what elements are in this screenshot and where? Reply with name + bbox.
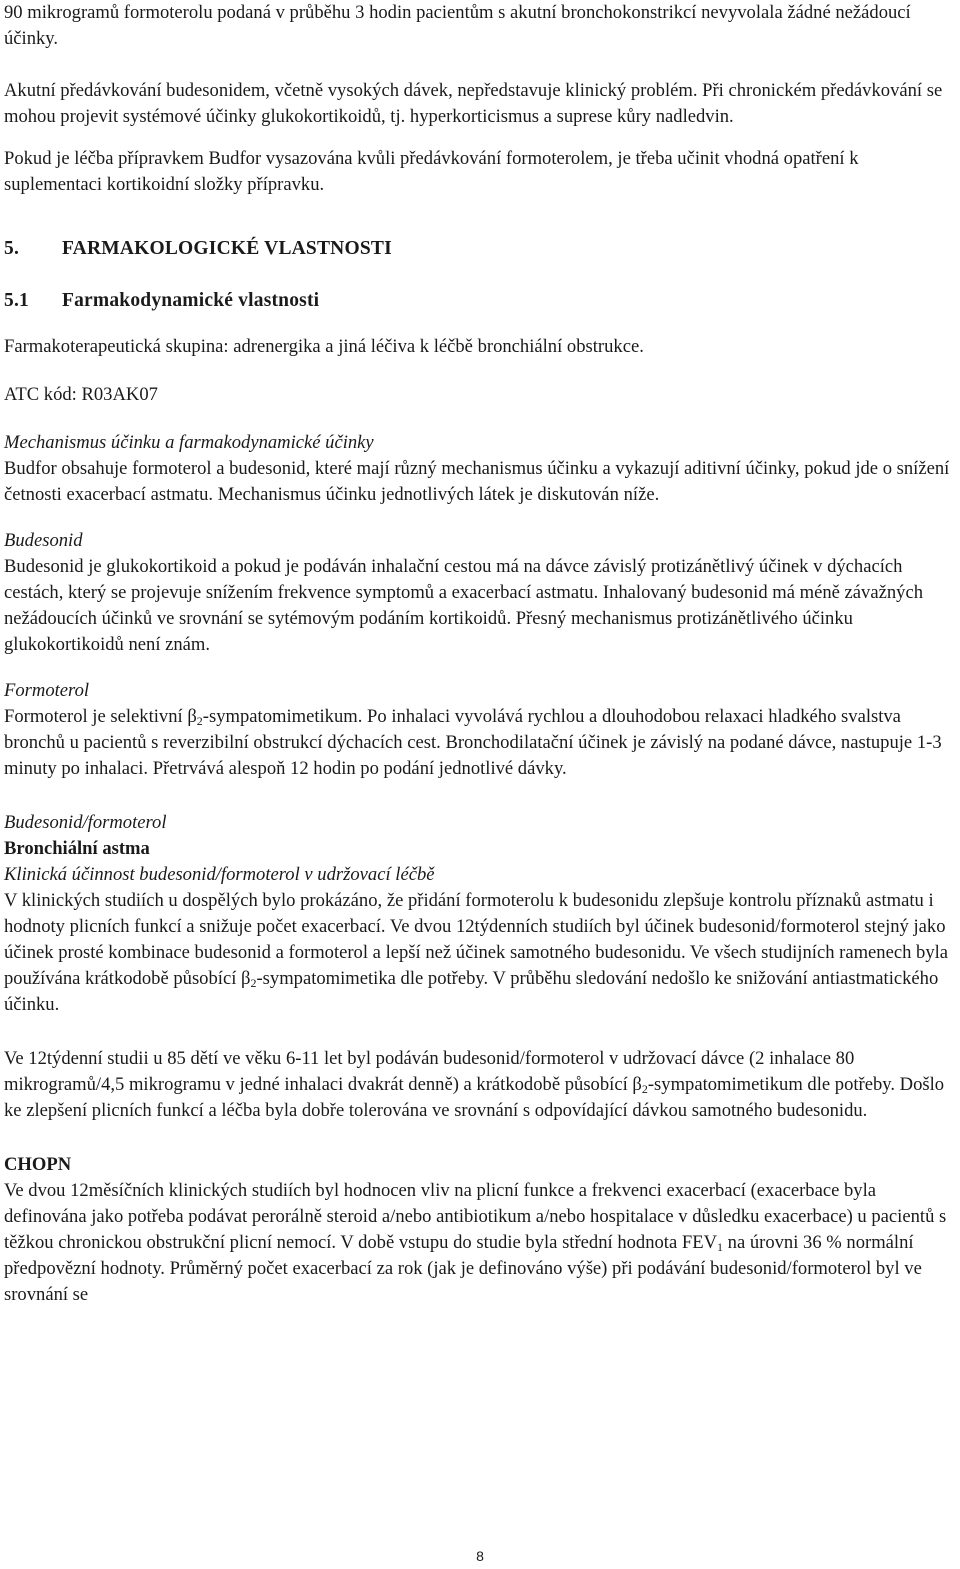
section-5-number: 5.	[4, 238, 20, 259]
page-number: 8	[476, 1548, 484, 1564]
pharmacotherapeutic-group: Farmakoterapeutická skupina: adrenergika a jiná léčiva k léčbě bronchiální obstrukce.	[4, 336, 644, 357]
formoterol-text-part-b: -sympatomimetikum. Po inhalaci vyvolává rychlou a dlouhodobou relaxaci hladkého svalstva bronchů u pacientů s reverzibilní obstrukcí dýchacích cest. Bronchodilatační účinek je závislý na podané dávce, nastupuje 1-3 minuty po inhalaci. Přetrvává alespoň 12 hodin po podání jednotlivé dávky.	[4, 706, 942, 779]
section-5-1-heading	[4, 288, 954, 314]
mechanism-text: Budfor obsahuje formoterol a budesonid, které mají různý mechanismus účinku a vykazují aditivní účinky, pokud jde o snížení četnosti exacerbací astmatu. Mechanismus účinku jednotlivých látek je diskutován níže.	[4, 458, 950, 505]
children-beta-subscript: 2	[641, 1082, 648, 1096]
section-5-heading	[4, 236, 954, 262]
chopn-fev-subscript: 1	[717, 1240, 723, 1254]
budesonid-text: Budesonid je glukokortikoid a pokud je podáván inhalační cestou má na dávce závislý protizánětlivý účinek v dýchacích cestách, který se projevuje snížením frekvence symptomů a exacerbací astmatu. Inhalovaný budesonid má méně závažných nežádoucích účinků ve srovnání se sytémovým podáním kortikoidů. Přesný mechanismus protizánětlivého účinku glukokortikoidů není znám.	[4, 556, 923, 655]
asthma-subheading: Bronchiální astma	[4, 838, 150, 859]
section-5-1-number: 5.1	[4, 290, 29, 311]
chopn-text-part-a: Ve dvou 12měsíčních klinických studiích byl hodnocen vliv na plicní funkce a frekvenci exacerbací (exacerbace byla definována jako potřeba podávat perorálně steroid a/nebo antibiotikum a/nebo hospitalace v důsledku exacerbace) u pacientů s těžkou chronickou obstrukční plicní nemocí. V době vstupu do studie byla střední hodnota FEV	[4, 1180, 947, 1253]
efficacy-text-part-b: -sympatomimetika dle potřeby. V průběhu sledování nedošlo ke snižování antiastmatického účinku.	[4, 968, 939, 1015]
children-text-part-a: Ve 12týdenní studii u 85 dětí ve věku 6-11 let byl podáván budesonid/formoterol v udržovací dávce (2 inhalace 80 mikrogramů/4,5 mikrogramu v jedné inhalaci dvakrát denně) a krátkodobě působící β	[4, 1048, 855, 1095]
atc-code: ATC kód: R03AK07	[4, 384, 158, 405]
formoterol-text	[4, 704, 954, 782]
children-study-text	[4, 1046, 954, 1124]
children-text-part-b: -sympatomimetikum dle potřeby. Došlo ke zlepšení plicních funkcí a léčba byla dobře tolerována ve srovnání s odpovídající dávkou samotného budesonidu.	[4, 1074, 945, 1121]
formoterol-text-part-a: Formoterol je selektivní β	[4, 706, 197, 727]
chopn-text	[4, 1178, 954, 1308]
efficacy-heading: Klinická účinnost budesonid/formoterol v udržovací léčbě	[4, 864, 435, 885]
paragraph-overdose-formoterol: 90 mikrogramů formoterolu podaná v průběhu 3 hodin pacientům s akutní bronchokonstrikcí nevyvolala žádné nežádoucí účinky.	[4, 2, 911, 49]
document-page	[4, 0, 954, 1308]
efficacy-text	[4, 888, 954, 1018]
efficacy-text-part-a: V klinických studiích u dospělých bylo prokázáno, že přidání formoterolu k budesonidu zlepšuje kontrolu příznaků astmatu i hodnoty plicních funkcí a snižuje počet exacerbací. Ve dvou 12týdenních studiích byl účinek budesonid/formoterol stejný jako účinek prosté kombinace budesonid a formoterol a lepší než účinek samotného budesonidu. Ve všech studijních ramenech byla používána krátkodobě působící β	[4, 890, 949, 989]
chopn-heading: CHOPN	[4, 1154, 72, 1175]
paragraph-discontinuation: Pokud je léčba přípravkem Budfor vysazována kvůli předávkování formoterolem, je třeba učinit vhodná opatření k suplementaci kortikoidní složky přípravku.	[4, 148, 859, 195]
combo-heading: Budesonid/formoterol	[4, 812, 167, 833]
mechanism-heading: Mechanismus účinku a farmakodynamické účinky	[4, 432, 374, 453]
formoterol-heading: Formoterol	[4, 680, 90, 701]
section-5-title: FARMAKOLOGICKÉ VLASTNOSTI	[62, 238, 392, 259]
efficacy-beta-subscript: 2	[250, 976, 257, 990]
budesonid-heading: Budesonid	[4, 530, 83, 551]
paragraph-overdose-budesonide: Akutní předávkování budesonidem, včetně vysokých dávek, nepředstavuje klinický problém. Při chronickém předávkování se mohou projevit systémové účinky glukokortikoidů, tj. hyperkorticismus a suprese kůry nadledvin.	[4, 80, 943, 127]
formoterol-beta-subscript: 2	[196, 714, 203, 728]
section-5-1-title: Farmakodynamické vlastnosti	[62, 290, 320, 311]
chopn-text-part-b: na úrovni 36 % normální předpovězní hodnoty. Průměrný počet exacerbací za rok (jak je definováno výše) při podávání budesonid/formoterol byl ve srovnání se	[4, 1232, 922, 1305]
